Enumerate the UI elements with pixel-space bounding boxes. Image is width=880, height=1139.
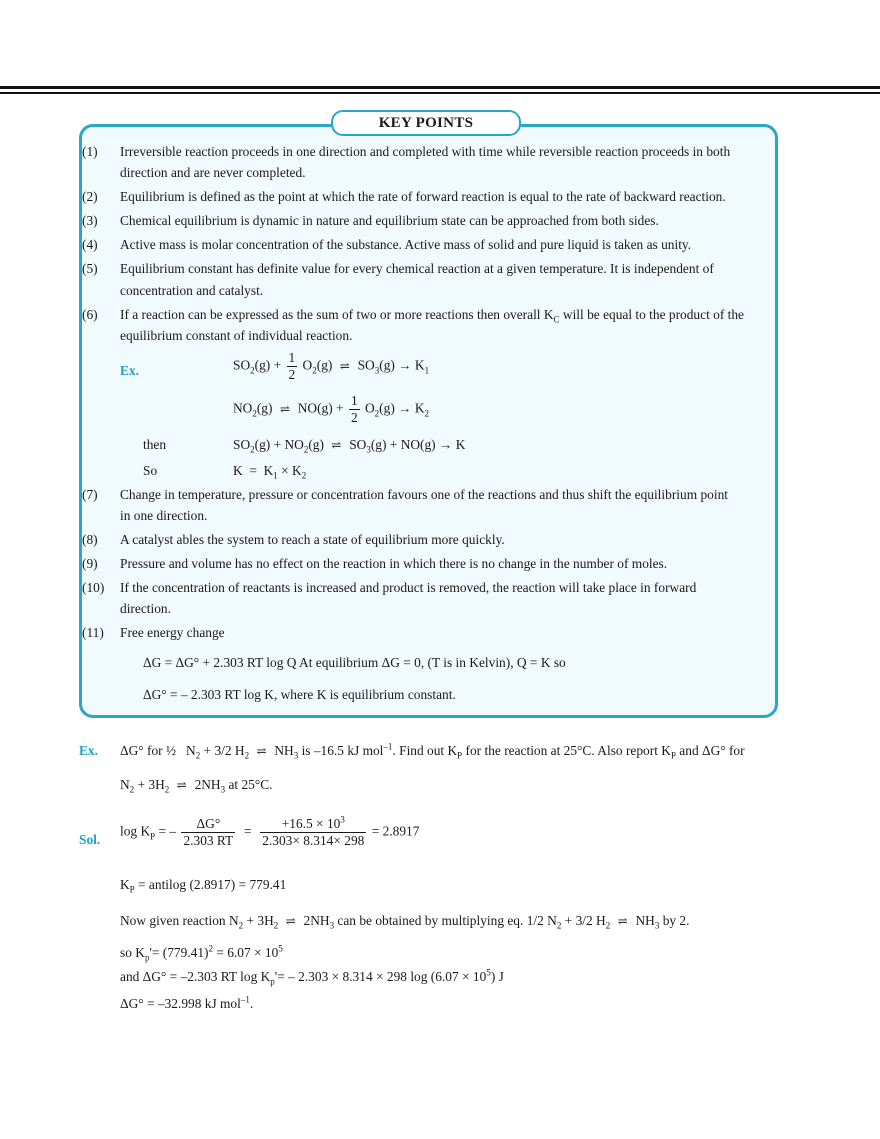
item-text: Change in temperature, pressure or concentration favours one of the reactions and thus shift the equilibrium point <box>120 487 728 502</box>
item-number: (6) <box>82 307 98 322</box>
so-label: So <box>143 463 158 478</box>
item-text: Pressure and volume has no effect on the reaction in which there is no change in the number of moles. <box>120 556 668 571</box>
item-text-cont: direction and are never completed. <box>120 165 306 180</box>
item-number: (9) <box>82 556 98 571</box>
item-text: Irreversible reaction proceeds in one direction and completed with time while reversible reaction proceeds in both <box>120 144 731 159</box>
item-number: (5) <box>82 261 98 276</box>
item-text-cont: concentration and catalyst. <box>120 283 264 298</box>
item-number: (7) <box>82 487 98 502</box>
equation-4: $K = K_1 \times K_2$ <box>233 463 307 481</box>
free-energy-eq-2: ΔG° = – 2.303 RT log K, where K is equilibrium constant. <box>143 687 456 702</box>
equation-2: $NO_2(g)$ ⇌ NO(g) + $\frac{1}{2}$ $O_2(g) \to K_2$ <box>233 393 430 425</box>
then-label: then <box>143 437 167 452</box>
item-number: (8) <box>82 532 98 547</box>
example-label: Ex. <box>120 363 139 378</box>
item-text: Free energy change <box>120 625 225 640</box>
solution-kp-prime: so $K_p'= (779.41)^2 = 6.07 \times 10^5$ <box>120 943 283 963</box>
header-rule-thin <box>0 92 880 94</box>
example-question-line2: $N_2 + 3H_2$ ⇌ $2NH_3$ at 25°C. <box>120 777 273 795</box>
item-number: (2) <box>82 189 98 204</box>
item-number: (11) <box>82 625 104 640</box>
solution-label: Sol. <box>79 832 101 847</box>
solution-log-kp: $\log K_P$ = – $\frac{\Delta G^\circ}{2.303 RT}$ = $\frac{+16.5 \times 10^3}{2.303\times 8.314\times 298}$ = 2.8917 <box>120 814 420 848</box>
item-text: If a reaction can be expressed as the sum of two or more reactions then overall $K_C$ will be equal to the product of the <box>120 307 745 325</box>
item-text: Equilibrium is defined as the point at which the rate of forward reaction is equal to the rate of backward reaction. <box>120 189 726 204</box>
equation-1: $SO_2(g)$ + $\frac{1}{2}$ $O_2(g)$ ⇌ $SO_3(g) \to K_1$ <box>233 350 430 382</box>
solution-dg-calc: and ΔG° = –2.303 RT $\log K_p'= - 2.303 \times 8.314 \times 298$ $\log (6.07 \times 10^5)$ J <box>120 967 504 987</box>
item-text-cont: direction. <box>120 601 171 616</box>
item-text: Chemical equilibrium is dynamic in nature and equilibrium state can be approached from both sides. <box>120 213 659 228</box>
item-text-cont: equilibrium constant of individual reaction. <box>120 328 353 343</box>
item-number: (3) <box>82 213 98 228</box>
item-text: A catalyst ables the system to reach a state of equilibrium more quickly. <box>120 532 505 547</box>
solution-kp: $K_P$ = antilog (2.8917) = 779.41 <box>120 877 287 895</box>
solution-given: Now given reaction $N_2 + 3H_2$ ⇌ $2NH_3$ can be obtained by multiplying eq. 1/2 $N_2 + 3/2$ $H_2$ ⇌ $NH_3$ by 2. <box>120 913 690 931</box>
item-text: Equilibrium constant has definite value for every chemical reaction at a given temperature. It is independent of <box>120 261 714 276</box>
item-text-cont: in one direction. <box>120 508 208 523</box>
item-number: (4) <box>82 237 98 252</box>
free-energy-eq-1: ΔG = ΔG° + 2.303 RT log Q At equilibrium ΔG = 0, (T is in Kelvin), Q = K so <box>143 655 566 670</box>
solution-dg-result: ΔG° = –32.998 kJ mol$^{-1}$. <box>120 994 254 1011</box>
header-rule-thick <box>0 86 880 89</box>
example-question-line1: ΔG° for ½ $N_2 + 3/2$ $H_2$ ⇌ $NH_3$ is –16.5 kJ mol$^{-1}$. Find out $K_P$ for the reaction at 25°C. Also report $K_P$ and ΔG° for <box>120 741 745 761</box>
item-number: (1) <box>82 144 98 159</box>
example-label-2: Ex. <box>79 743 98 758</box>
key-points-title: KEY POINTS <box>331 110 521 136</box>
item-number: (10) <box>82 580 105 595</box>
item-text: If the concentration of reactants is increased and product is removed, the reaction will take place in forward <box>120 580 697 595</box>
equation-3: $SO_2(g) + NO_2(g)$ ⇌ $SO_3(g) + NO(g) \to K$ <box>233 437 466 455</box>
item-text: Active mass is molar concentration of the substance. Active mass of solid and pure liquid is taken as unity. <box>120 237 692 252</box>
